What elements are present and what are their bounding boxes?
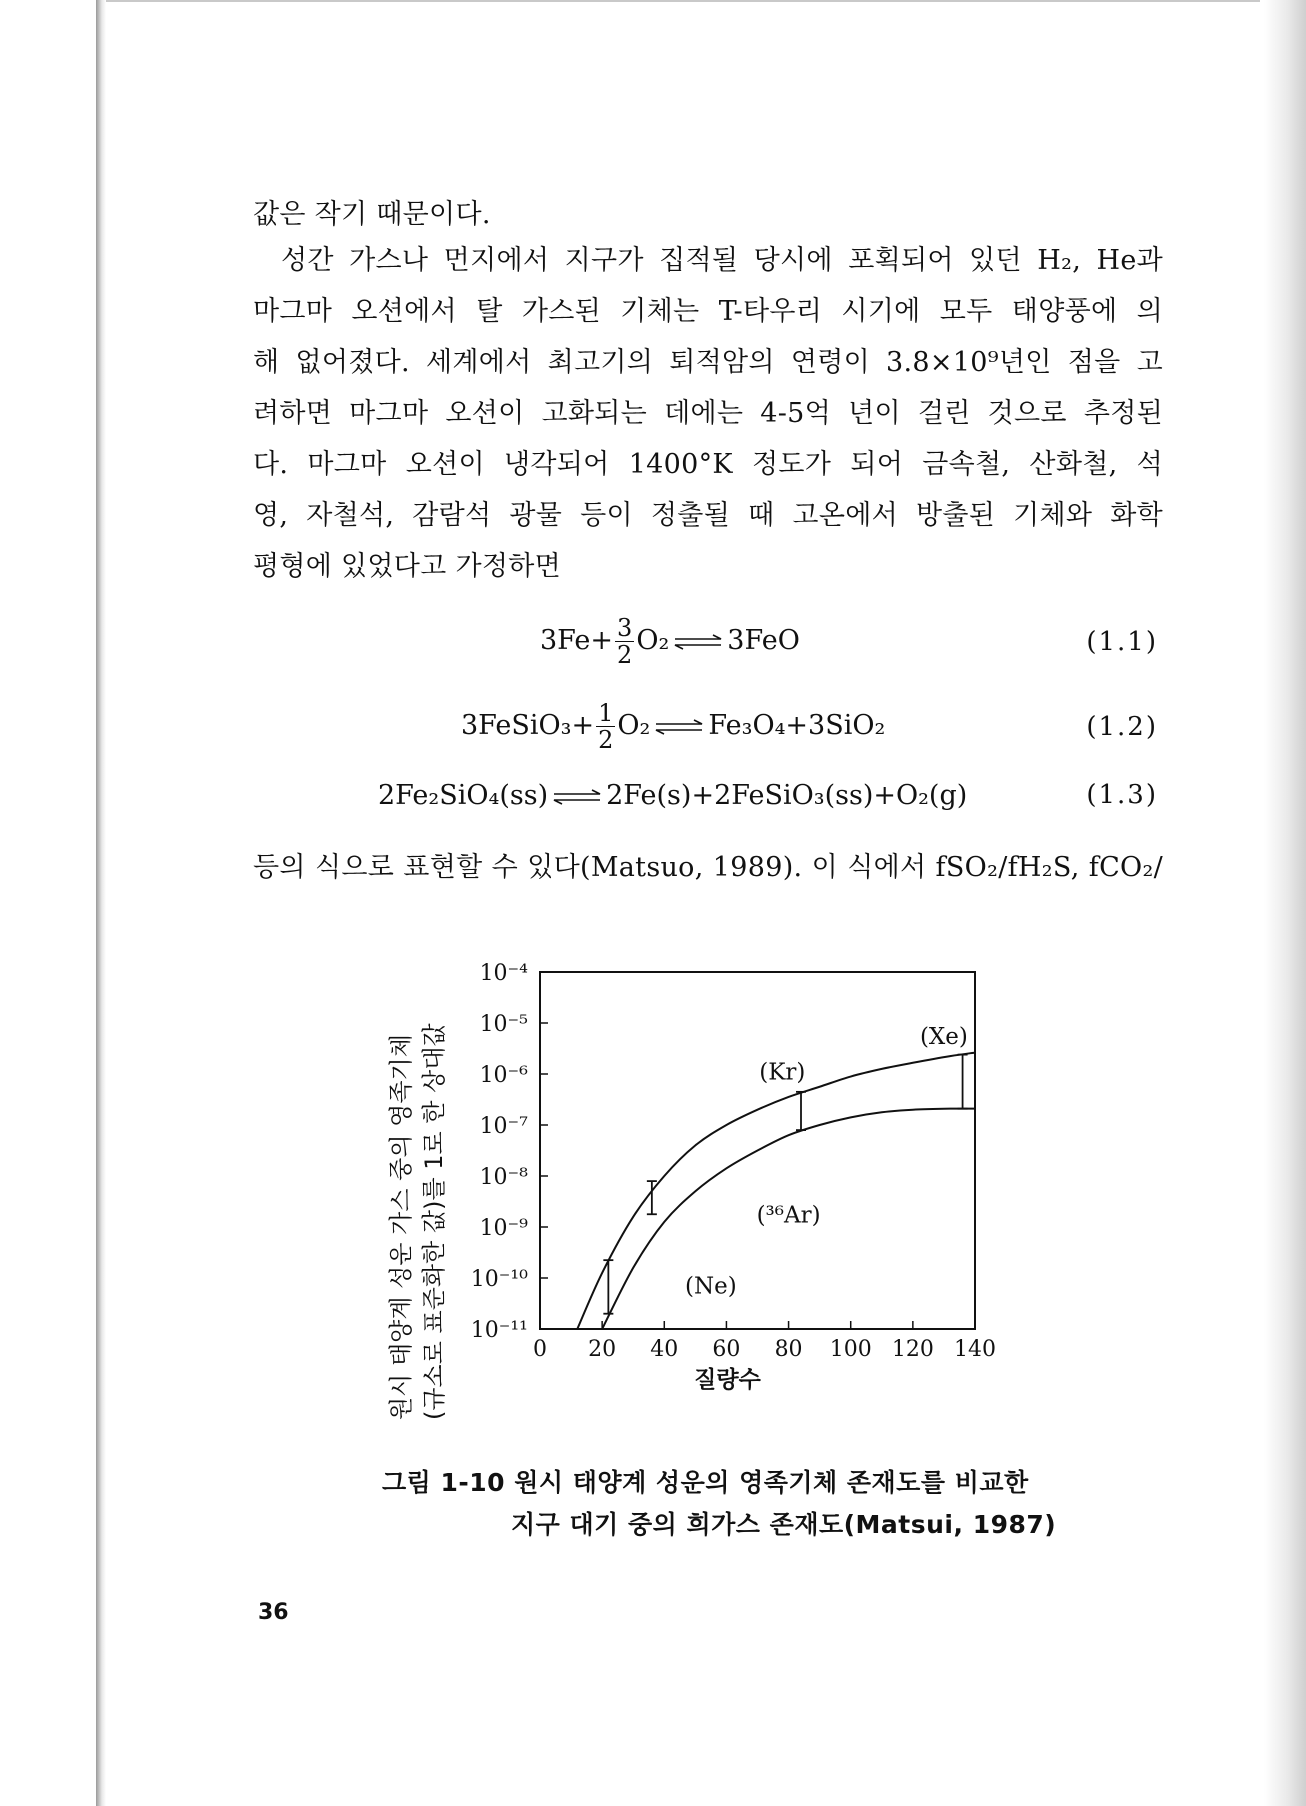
x-tick-label: 140 — [954, 1337, 996, 1362]
fraction-numerator: 3 — [617, 614, 633, 642]
paragraph-line: 등의 식으로 표현할 수 있다(Matsuo, 1989). 이 식에서 fSO₂/fH₂S, fCO₂/ — [253, 852, 1163, 883]
element-annotation: (Kr) — [759, 1059, 806, 1086]
equation-body — [461, 700, 885, 753]
equilibrium-arrow-icon — [654, 719, 704, 735]
equation-body — [378, 780, 967, 811]
equation-1-2 — [253, 700, 1158, 760]
element-annotation: (Ne) — [685, 1273, 737, 1300]
equation-term: O₂ — [636, 625, 670, 656]
element-annotation: (³⁶Ar) — [756, 1202, 821, 1229]
y-tick-label: 10⁻⁷ — [479, 1114, 528, 1139]
equation-term: 3Fe+ — [540, 625, 614, 656]
x-tick-label: 40 — [650, 1337, 679, 1362]
element-annotation: (Xe) — [919, 1023, 968, 1050]
y-tick-label: 10⁻⁶ — [479, 1063, 528, 1088]
fraction-denominator: 2 — [598, 726, 614, 754]
page-right-edge — [1264, 0, 1306, 1806]
equation-number: (1.2) — [1086, 712, 1158, 742]
equation-term: 2Fe(s)+2FeSiO₃(ss)+O₂(g) — [606, 780, 968, 811]
equation-1-1 — [253, 615, 1158, 675]
x-tick-label: 80 — [774, 1337, 803, 1362]
x-tick-label: 0 — [533, 1337, 547, 1362]
paragraph-line: 평형에 있었다고 가정하면 — [253, 551, 561, 582]
x-tick-label: 120 — [891, 1337, 934, 1362]
y-tick-label: 10⁻¹¹ — [470, 1318, 528, 1343]
equation-term: 3FeSiO₃+ — [461, 710, 595, 741]
paragraph-line: 성간 가스나 먼지에서 지구가 집적될 당시에 포획되어 있던 H₂, He과 — [281, 245, 1163, 276]
fraction-numerator: 1 — [598, 699, 614, 727]
chart-plot-layer — [471, 961, 996, 1393]
paragraph-line: 값은 작기 때문이다. — [253, 199, 491, 230]
equation-term: 2Fe₂SiO₄(ss) — [378, 780, 549, 811]
y-axis-label-line1: 원시 태양계 성운 가스 중의 영족기체 — [387, 1034, 415, 1420]
equation-term: O₂ — [617, 710, 651, 741]
paragraph-line: 마그마 오션에서 탈 가스된 기체는 T-타우리 시기에 모두 태양풍에 의 — [253, 296, 1163, 327]
noble-gas-abundance-chart — [440, 950, 1020, 1430]
equation-number: (1.3) — [1086, 780, 1158, 810]
equilibrium-arrow-icon — [552, 789, 602, 805]
x-axis-label: 질량수 — [694, 1367, 761, 1393]
equation-1-3 — [253, 780, 1158, 840]
figure-caption-line2: 지구 대기 중의 희가스 존재도(Matsui, 1987) — [511, 1510, 1057, 1539]
equation-term: 3FeO — [727, 625, 800, 656]
fraction — [596, 700, 615, 753]
page-top-border — [100, 0, 1260, 2]
y-tick-label: 10⁻⁹ — [479, 1216, 528, 1241]
equation-number: (1.1) — [1086, 627, 1158, 657]
x-tick-label: 20 — [588, 1337, 617, 1362]
page-left-edge — [96, 0, 106, 1806]
paragraph-2 — [253, 235, 1163, 592]
page-number: 36 — [258, 1600, 289, 1625]
y-tick-label: 10⁻¹⁰ — [470, 1267, 528, 1292]
paragraph-line: 영, 자철석, 감람석 광물 등이 정출될 때 고온에서 방출된 기체와 화학 — [253, 500, 1163, 531]
paragraph-3 — [253, 842, 1163, 893]
equation-body — [540, 615, 800, 668]
x-tick-label: 100 — [829, 1337, 872, 1362]
x-tick-label: 60 — [712, 1337, 741, 1362]
y-tick-label: 10⁻⁸ — [479, 1165, 528, 1190]
upper-curve — [577, 1053, 975, 1329]
figure-caption-line1: 그림 1-10 원시 태양계 성운의 영족기체 존재도를 비교한 — [382, 1468, 1029, 1497]
fraction-denominator: 2 — [617, 641, 633, 669]
equation-term: Fe₃O₄+3SiO₂ — [708, 710, 886, 741]
paragraph-1 — [253, 189, 1163, 240]
paragraph-line: 다. 마그마 오션이 냉각되어 1400°K 정도가 되어 금속철, 산화철, 석 — [253, 449, 1163, 480]
paragraph-line: 해 없어졌다. 세계에서 최고기의 퇴적암의 연령이 3.8×10⁹년인 점을 고 — [253, 347, 1163, 378]
y-tick-label: 10⁻⁵ — [479, 1012, 528, 1037]
equilibrium-arrow-icon — [673, 634, 723, 650]
fraction — [615, 615, 634, 668]
paragraph-line: 려하면 마그마 오션이 고화되는 데에는 4-5억 년이 걸린 것으로 추정된 — [253, 398, 1163, 429]
y-tick-label: 10⁻⁴ — [479, 961, 528, 986]
y-axis-label-line2: (규소로 표준화한 값)를 1로 한 상대값 — [420, 1023, 448, 1420]
